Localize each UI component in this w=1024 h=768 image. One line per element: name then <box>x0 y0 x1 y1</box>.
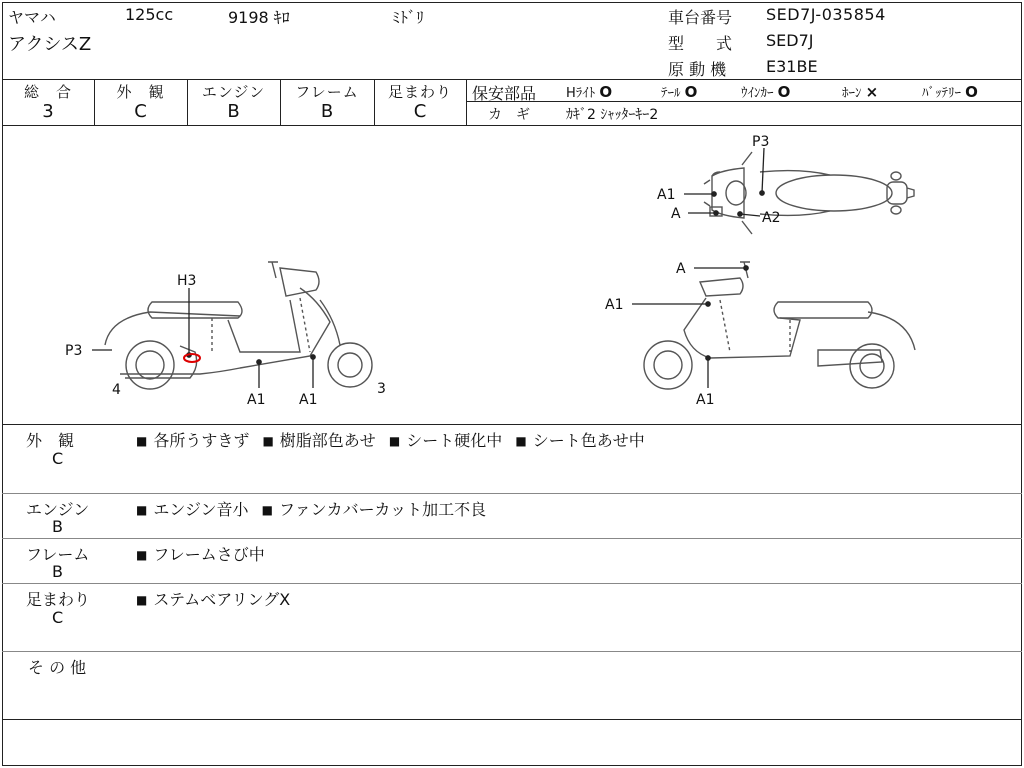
remark-suspension-grade: C <box>52 608 64 627</box>
suspension-label: 足まわり <box>387 83 452 101</box>
suspension-grade: C <box>413 101 427 122</box>
safety-item-battery <box>922 82 978 101</box>
label-top-a: A <box>671 206 681 222</box>
bullet-icon: ■ <box>261 503 273 517</box>
remark-frame-items <box>136 542 273 565</box>
remark-frame-label: フレーム <box>26 545 90 564</box>
bullet-icon: ■ <box>388 434 401 448</box>
safety-item-name: ﾊﾞｯﾃﾘｰ <box>922 86 961 101</box>
frame-grade: B <box>320 101 334 122</box>
safety-item-name: ﾎｰﾝ <box>842 86 862 101</box>
exterior-label: 外 観 <box>116 83 165 101</box>
remark-item: フレームさび中 <box>153 545 265 564</box>
safety-label: 保安部品 <box>472 84 537 103</box>
label-right-a1-top: A1 <box>605 297 624 313</box>
safety-item-tail <box>661 82 697 101</box>
scooter-left-view <box>105 262 372 389</box>
engine-model-label: 原 動 機 <box>668 60 727 79</box>
scooter-right-view <box>644 262 915 389</box>
remark-exterior-grade: C <box>52 449 64 468</box>
label-left-p3: P3 <box>65 343 83 359</box>
label-left-3: 3 <box>377 381 386 397</box>
damage-marker-red <box>184 354 200 362</box>
scooter-top-view <box>704 152 914 234</box>
safety-item-winker <box>741 82 790 101</box>
type-value: SED7J <box>766 31 814 50</box>
safety-item-horn <box>842 82 878 101</box>
type-label: 型 式 <box>668 34 733 53</box>
label-right-a1-bottom: A1 <box>696 392 715 408</box>
overall-grade: 3 <box>42 101 54 122</box>
remark-item: 各所うすきず <box>153 431 250 450</box>
safety-item-mark: O <box>777 83 791 101</box>
label-left-h3: H3 <box>177 273 197 289</box>
displacement: 125cc <box>125 5 174 24</box>
label-top-a2: A2 <box>762 210 781 226</box>
bullet-icon: ■ <box>136 434 148 448</box>
remark-item: ステムベアリングX <box>153 590 291 609</box>
remark-exterior-items <box>136 428 653 451</box>
frame-no: SED7J-035854 <box>766 5 886 24</box>
remark-frame-grade: B <box>52 562 63 581</box>
remark-item: シート硬化中 <box>406 431 503 450</box>
label-top-p3: P3 <box>752 134 770 150</box>
safety-item-name: ﾃｰﾙ <box>661 86 681 101</box>
safety-item-mark: O <box>599 83 613 101</box>
remark-suspension-items <box>136 587 298 610</box>
bullet-icon: ■ <box>136 593 148 607</box>
remark-item: 樹脂部色あせ <box>279 431 376 450</box>
remark-item: エンジン音小 <box>153 500 249 519</box>
safety-item-mark: O <box>965 83 978 101</box>
label-top-a1: A1 <box>657 187 676 203</box>
damage-diagram <box>0 126 1024 424</box>
safety-item-mark: O <box>684 83 698 101</box>
safety-item-name: ｳｲﾝｶｰ <box>741 86 774 101</box>
remark-suspension-label: 足まわり <box>26 590 91 609</box>
remark-exterior-label: 外 観 <box>26 431 75 450</box>
engine-model-value: E31BE <box>766 57 818 76</box>
remark-engine-grade: B <box>52 517 63 536</box>
label-left-4: 4 <box>112 382 121 398</box>
safety-item-name: Hﾗｲﾄ <box>566 86 596 101</box>
safety-item-mark: × <box>865 83 879 101</box>
color: ﾐﾄﾞﾘ <box>392 8 425 27</box>
bullet-icon: ■ <box>136 503 148 517</box>
key-label: カ ギ <box>488 107 530 123</box>
bullet-icon: ■ <box>515 434 527 448</box>
bullet-icon: ■ <box>262 434 274 448</box>
label-left-a1-b: A1 <box>299 392 318 408</box>
mileage: 9198 ｷﾛ <box>228 8 290 27</box>
remark-engine-label: エンジン <box>26 500 90 519</box>
label-right-a: A <box>676 261 686 277</box>
remark-other-label: そ の 他 <box>28 658 87 677</box>
safety-item-headlight <box>566 82 612 101</box>
bullet-icon: ■ <box>136 548 148 562</box>
remark-engine-items <box>136 497 494 520</box>
frame-label: フレーム <box>295 83 359 101</box>
remark-item: シート色あせ中 <box>532 431 645 450</box>
remark-item: ファンカバーカット加工不良 <box>278 500 487 519</box>
engine-grade: B <box>227 101 240 122</box>
engine-label: エンジン <box>201 83 266 101</box>
exterior-grade: C <box>134 101 147 122</box>
model-name: アクシスZ <box>8 34 92 55</box>
frame-no-label: 車台番号 <box>668 8 733 27</box>
label-left-a1-a: A1 <box>247 392 266 408</box>
maker: ヤマハ <box>8 8 56 27</box>
key-value: ｶｷﾞ2 ｼｬｯﾀｰｷｰ2 <box>566 107 659 123</box>
overall-label: 総 合 <box>23 83 72 101</box>
